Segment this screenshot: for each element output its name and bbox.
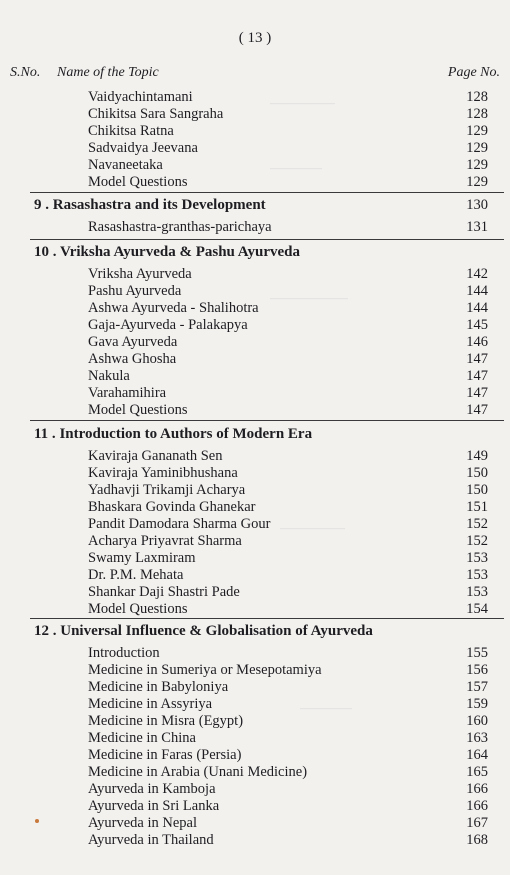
toc-entry-page: 166 bbox=[466, 781, 488, 797]
section-number: 9 . bbox=[34, 197, 49, 213]
toc-entry-page: 149 bbox=[466, 448, 488, 464]
toc-entry-page: 160 bbox=[466, 713, 488, 729]
toc-entry-title: Kaviraja Yaminibhushana bbox=[88, 465, 238, 481]
section-heading bbox=[34, 243, 488, 261]
toc-entry-title: Vriksha Ayurveda bbox=[88, 266, 192, 282]
column-header-page: Page No. bbox=[447, 65, 500, 80]
toc-entry-page: 128 bbox=[466, 89, 488, 105]
toc-entry bbox=[88, 601, 488, 617]
toc-entry-page: 152 bbox=[466, 516, 488, 532]
toc-entry bbox=[88, 584, 488, 600]
toc-entry-title: Gava Ayurveda bbox=[88, 334, 178, 350]
section-heading bbox=[34, 196, 488, 214]
toc-entry bbox=[88, 157, 488, 173]
toc-entry bbox=[88, 266, 488, 282]
section-number: 11 . bbox=[34, 426, 56, 442]
toc-entry-page: 131 bbox=[466, 219, 488, 235]
toc-entry-title: Ashwa Ayurveda - Shalihotra bbox=[88, 300, 259, 316]
toc-entry-page: 164 bbox=[466, 747, 488, 763]
section-heading bbox=[34, 425, 488, 443]
toc-entry-title: Swamy Laxmiram bbox=[88, 550, 196, 566]
toc-entry-page: 145 bbox=[466, 317, 488, 333]
bleed-through-texture: —————— bbox=[270, 290, 348, 305]
toc-entry-page: 153 bbox=[466, 584, 488, 600]
toc-entry bbox=[88, 662, 488, 678]
toc-entry-page: 129 bbox=[466, 140, 488, 156]
toc-entry-page: 128 bbox=[466, 106, 488, 122]
toc-entry-title: Vaidyachintamani bbox=[88, 89, 193, 105]
toc-entry-page: 147 bbox=[466, 402, 488, 418]
section-number: 12 . bbox=[34, 623, 57, 639]
section-divider bbox=[30, 420, 504, 421]
section-heading-title bbox=[34, 425, 312, 443]
toc-entry-page: 153 bbox=[466, 550, 488, 566]
toc-entry bbox=[88, 832, 488, 848]
toc-entry bbox=[88, 402, 488, 418]
toc-entry-title: Shankar Daji Shastri Pade bbox=[88, 584, 240, 600]
toc-entry bbox=[88, 334, 488, 350]
toc-entry-title: Medicine in Babyloniya bbox=[88, 679, 229, 695]
toc-entry-title: Dr. P.M. Mehata bbox=[88, 567, 184, 583]
toc-entry-page: 151 bbox=[466, 499, 488, 515]
toc-entry-page: 157 bbox=[466, 679, 488, 695]
toc-entry-title: Medicine in Arabia (Unani Medicine) bbox=[88, 764, 308, 780]
toc-entry bbox=[88, 567, 488, 583]
bleed-through-texture: ———— bbox=[300, 700, 352, 715]
toc-entry-page: 142 bbox=[466, 266, 488, 282]
section-title: Rasashastra and its Development bbox=[52, 197, 266, 213]
toc-entry bbox=[88, 482, 488, 498]
toc-entry-page: 154 bbox=[466, 601, 488, 617]
toc-entry-title: Varahamihira bbox=[88, 385, 167, 401]
toc-entry bbox=[88, 713, 488, 729]
toc-entry-title: Ayurveda in Nepal bbox=[88, 815, 197, 831]
toc-entry-page: 155 bbox=[466, 645, 488, 661]
toc-entry-page: 129 bbox=[466, 123, 488, 139]
column-header-topic: Name of the Topic bbox=[57, 65, 159, 80]
section-heading-title bbox=[34, 243, 300, 261]
toc-entry-title: Medicine in Faras (Persia) bbox=[88, 747, 242, 763]
toc-entry bbox=[88, 465, 488, 481]
toc-entry bbox=[88, 696, 488, 712]
toc-entry-page: 165 bbox=[466, 764, 488, 780]
toc-entry bbox=[88, 764, 488, 780]
toc-entry-page: 147 bbox=[466, 351, 488, 367]
toc-entry-title: Ayurveda in Thailand bbox=[88, 832, 214, 848]
toc-entry-title: Medicine in Assyriya bbox=[88, 696, 213, 712]
toc-entry-title: Sadvaidya Jeevana bbox=[88, 140, 198, 156]
section-page: 130 bbox=[466, 197, 488, 213]
toc-entry-title: Model Questions bbox=[88, 601, 188, 617]
toc-entry bbox=[88, 368, 488, 384]
toc-entry-title: Bhaskara Govinda Ghanekar bbox=[88, 499, 256, 515]
toc-entry bbox=[88, 516, 488, 532]
bleed-through-texture: ————— bbox=[270, 95, 335, 110]
toc-entry-title: Chikitsa Ratna bbox=[88, 123, 174, 139]
toc-entry-title: Medicine in Sumeriya or Mesepotamiya bbox=[88, 662, 322, 678]
toc-entry-title: Yadhavji Trikamji Acharya bbox=[88, 482, 246, 498]
section-number: 10 . bbox=[34, 244, 57, 260]
paper-speck bbox=[35, 819, 39, 823]
toc-entry bbox=[88, 317, 488, 333]
toc-entry-title: Pandit Damodara Sharma Gour bbox=[88, 516, 271, 532]
toc-entry bbox=[88, 123, 488, 139]
toc-entry bbox=[88, 550, 488, 566]
section-heading bbox=[34, 622, 488, 640]
toc-entry-page: 129 bbox=[466, 174, 488, 190]
toc-entry bbox=[88, 283, 488, 299]
toc-entry bbox=[88, 747, 488, 763]
toc-entry bbox=[88, 730, 488, 746]
section-divider bbox=[30, 239, 504, 240]
toc-entry-title: Introduction bbox=[88, 645, 160, 661]
toc-entry bbox=[88, 815, 488, 831]
toc-entry-page: 129 bbox=[466, 157, 488, 173]
toc-entry-title: Pashu Ayurveda bbox=[88, 283, 182, 299]
section-divider bbox=[30, 618, 504, 619]
section-title: Vriksha Ayurveda & Pashu Ayurveda bbox=[59, 244, 301, 260]
toc-entry bbox=[88, 89, 488, 105]
toc-entry bbox=[88, 385, 488, 401]
toc-entry-title: Nakula bbox=[88, 368, 130, 384]
toc-entry bbox=[88, 448, 488, 464]
toc-entry bbox=[88, 140, 488, 156]
section-heading-title bbox=[34, 196, 266, 214]
toc-entry-page: 144 bbox=[466, 300, 488, 316]
toc-entry-page: 156 bbox=[466, 662, 488, 678]
toc-entry-page: 146 bbox=[466, 334, 488, 350]
toc-entry bbox=[88, 781, 488, 797]
toc-entry-title: Rasashastra-granthas-parichaya bbox=[88, 219, 272, 235]
toc-entry bbox=[88, 533, 488, 549]
toc-entry bbox=[88, 219, 488, 235]
toc-entry bbox=[88, 798, 488, 814]
toc-entry-title: Medicine in Misra (Egypt) bbox=[88, 713, 244, 729]
toc-entry-title: Ayurveda in Kamboja bbox=[88, 781, 216, 797]
toc-entry-page: 153 bbox=[466, 567, 488, 583]
toc-entry-page: 144 bbox=[466, 283, 488, 299]
section-divider bbox=[30, 192, 504, 193]
toc-entry-page: 150 bbox=[466, 482, 488, 498]
section-title: Introduction to Authors of Modern Era bbox=[59, 426, 313, 442]
toc-entry bbox=[88, 499, 488, 515]
toc-entry-page: 147 bbox=[466, 368, 488, 384]
toc-entry bbox=[88, 351, 488, 367]
toc-entry-page: 163 bbox=[466, 730, 488, 746]
toc-entry-title: Navaneetaka bbox=[88, 157, 163, 173]
toc-entry-title: Gaja-Ayurveda - Palakapya bbox=[88, 317, 248, 333]
toc-entry bbox=[88, 300, 488, 316]
toc-entry-page: 167 bbox=[466, 815, 488, 831]
column-header-sno: S.No. bbox=[10, 65, 41, 80]
toc-entry-title: Acharya Priyavrat Sharma bbox=[88, 533, 242, 549]
toc-entry-title: Kaviraja Gananath Sen bbox=[88, 448, 223, 464]
bleed-through-texture: ————— bbox=[280, 520, 345, 535]
toc-entry bbox=[88, 174, 488, 190]
toc-entry-title: Chikitsa Sara Sangraha bbox=[88, 106, 224, 122]
toc-entry-title: Model Questions bbox=[88, 174, 188, 190]
page-number: ( 13 ) bbox=[238, 30, 272, 46]
toc-entry bbox=[88, 679, 488, 695]
toc-entry-page: 150 bbox=[466, 465, 488, 481]
toc-entry-title: Ayurveda in Sri Lanka bbox=[88, 798, 220, 814]
toc-entry-title: Model Questions bbox=[88, 402, 188, 418]
toc-entry-page: 152 bbox=[466, 533, 488, 549]
toc-entry-title: Ashwa Ghosha bbox=[88, 351, 177, 367]
bleed-through-texture: ———— bbox=[270, 160, 322, 175]
section-title: Universal Influence & Globalisation of Ayurveda bbox=[60, 623, 373, 639]
toc-entry bbox=[88, 645, 488, 661]
toc-entry-page: 159 bbox=[466, 696, 488, 712]
toc-entry-page: 147 bbox=[466, 385, 488, 401]
toc-entry-title: Medicine in China bbox=[88, 730, 196, 746]
toc-entry bbox=[88, 106, 488, 122]
toc-entry-page: 166 bbox=[466, 798, 488, 814]
section-heading-title bbox=[34, 622, 373, 640]
toc-entry-page: 168 bbox=[466, 832, 488, 848]
